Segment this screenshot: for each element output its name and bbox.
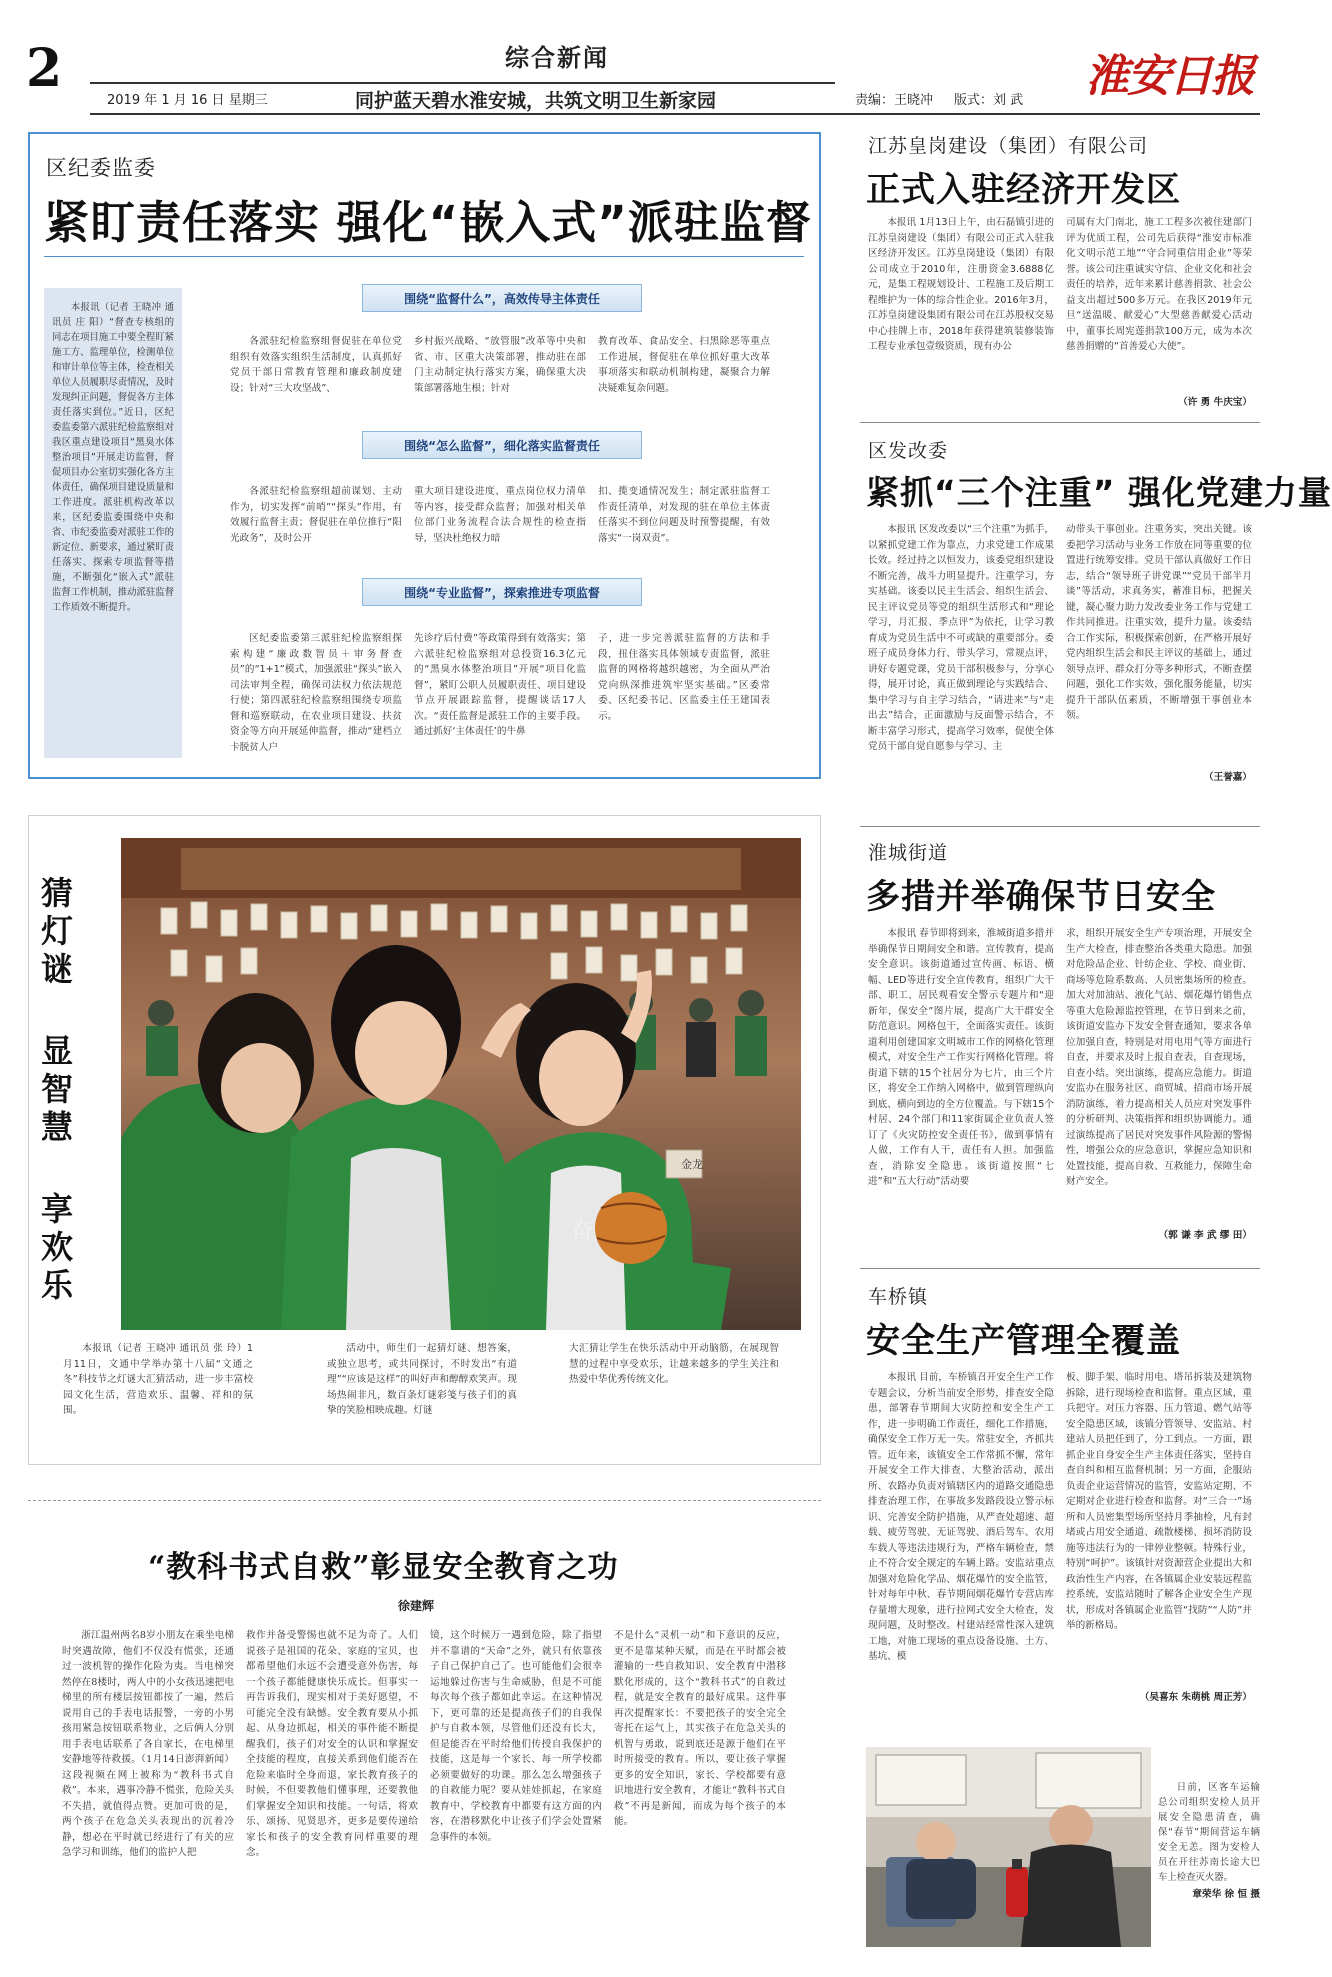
article-col-2	[1066, 926, 1252, 1226]
bus-inspection-photo	[866, 1747, 1151, 1947]
article-huanggang-company	[860, 125, 1260, 420]
article-col-1	[868, 215, 1054, 410]
bus-interior-illustration	[866, 1747, 1151, 1947]
photo-credit: 章荣华 徐 恒 摄	[1192, 1889, 1260, 1900]
masthead-bottom-rule	[90, 113, 1260, 115]
article-kicker: 车桥镇	[868, 1286, 929, 1308]
article-credit: （许 勇 牛庆宝）	[1178, 397, 1252, 408]
article-author: 徐建辉	[398, 1599, 435, 1613]
section3-text: 区纪委监委第三派驻纪检监察组探索构建“廉政数智员＋审务督查员”的“1+1”模式，加强派驻“探头”嵌入司法审判全程，确保司法权力依法规范行使；第四派驻纪检监察组围绕专项监督和巡察联动，在农业项目建设、扶贫资金等方向开展延伸监督，推动“建档立卡脱贫人户	[230, 633, 402, 753]
photo-caption-col-3	[569, 1341, 779, 1451]
page-number: 2	[26, 38, 63, 99]
article-cheqiao-town	[860, 1278, 1260, 1718]
article-kicker: 江苏皇岗建设（集团）有限公司	[868, 135, 1149, 157]
section-divider	[860, 422, 1260, 423]
commentary-col-2	[246, 1628, 418, 1950]
article-col-2	[1066, 215, 1252, 395]
section3-col1	[230, 631, 402, 771]
article-discipline-inspection	[28, 132, 821, 779]
designer-credit: 版式：刘 武	[954, 93, 1024, 108]
commentary-text: 不是什么“灵机一动”和下意识的反应，更不是靠某种天赋，而是在平时都会被灌输的一些自救知识、安全教育中潜移默化形成的，这个“教科书式”的自救过程，就是安全教育的最好成果。这件事再次提醒家长：不要把孩子的安全完全寄托在运气上，其实孩子在危急关头的机智与勇敢，说到底还是源于他们在平时所接受的教育。所以，要让孩子掌握更多的安全知识，家长、学校都要有意识地进行安全教育，才能让“教科书式自救”不再是新闻，而成为每个孩子的本能。	[614, 1630, 786, 1827]
commentary-text: 镜，这个时候万一遇到危险，除了指望并不靠谱的“天命”之外，就只有依靠孩子自己保护自己了。也可能他们会很幸运地躲过伤害与生命威胁，但是不可能每次每个孩子都如此幸运。在这种情况下，更可靠的还是提高孩子们的自我保护与自救本领，尽管他们还没有长大，但是能否在平时给他们传授自我保护的技能，这是每一个家长、每一所学校都必须要做好的功课。那么怎么增强孩子的自救能力呢？要从娃娃抓起，在家庭教育中、学校教育中都要有这方面的内容，在潜移默化中让孩子们学会处置紧急事件的本领。	[430, 1630, 602, 1843]
bus-photo-caption	[1158, 1780, 1260, 1940]
article-text: 本报讯 区发改委以“三个注重”为抓手，以紧抓党建工作为靠点，力求党建工作成果长效。经过持之以恒发力，该委党组织建设不断完善，战斗力明显提升。注重学习，夯实基础。该委以民主生活会、组织生活会、民主评议党员等党的组织生活形式和“理论学习，月汇报、季点评”为依托，让学习教育成为党员生活中不可或缺的重要部分。委班子成员身体力行、带头学习，常规点评，讲好专题党课，党员干部积极参与，分享心得，展开讨论，真正做到理论与实践结合、集中学习与自主学习结合，“请进来”与“走出去”结合，正面激励与反面警示结合，不断丰富学习形式，提高学习效率，促使全体党员干部自觉自愿参与学习、主	[868, 524, 1054, 752]
section2-col1	[230, 484, 402, 579]
section3-text: 子，进一步完善派驻监督的方法和手段，扭住落实具体领域专责监督，派驻监督的网格将越织越密，为全面从严治党向纵深推进筑牢坚实基础。”区委常委、区纪委书记、区监委主任王建国表示。	[598, 633, 770, 722]
section3-col2	[414, 631, 586, 771]
commentary-top-rule	[28, 1500, 821, 1501]
commentary-text: 救作并备受警惕也就不足为奇了。人们说孩子是祖国的花朵、家庭的宝贝，也都希望他们永远不会遭受意外伤害，每一个孩子都能健康快乐成长。但事实一再告诉我们，现实相对于美好愿望，不可能完全没有缺憾。安全教育要从小抓起、从身边抓起，相关的事件能不断提醒我们，孩子们对安全的认识和掌握安全技能的程度，直接关系到他们能否在危险来临时全身而退，家长教育孩子的时候，不但要教他们懂事理，还要教他们掌握安全知识和技能。一句话，将欢乐、颂扬、见贤思齐，更多是要传递给家长和孩子的安全教育同样重要的理念。	[246, 1630, 418, 1858]
article-text: 求，组织开展安全生产专项治理，开展安全生产大检查，排查整治各类重大隐患。加强对危险品企业、针纺企业、学校、商业街、商场等危险系数高、人员密集场所的检查。加大对加油站、液化气站、烟花爆竹销售点等重大危险源监控管理，在节日到来之前，该街道安监办下发安全督查通知，要求各单位加强自查，特别是对用电用气等方面进行自查，并要求及时上报自查表，自查现场，自查小结。突出演练，提高应急能力。街道安监办在服务社区、商贸城、招商市场开展消防演练，着力提高相关人员应对突发事件的分析研判、决策指挥和组织协调能力。通过演练提高了居民对突发事件风险源的警惕性，增强公众的应急意识，掌握应急知识和处置技能，提高自救、互救能力，保障生命财产安全。	[1066, 928, 1252, 1187]
article-text: 本报讯 目前，车桥镇召开安全生产工作专题会议，分析当前安全形势，排查安全隐患，部署春节期间大灾防控和安全生产工作，进一步明确工作责任，细化工作措施，确保安全工作万无一失。常驻安全，齐抓共管。近年来，该镇安全工作常抓不懈，常年开展安全工作大排查、大整治活动，派出所、农路办负责对镇辖区内的道路交通隐患排查治理工作，在事故多发路段设立警示标识、完善安全防护措施，从严查处超速、超载、疲劳驾驶、无证驾驶、酒后驾车、农用车载人等违法违规行为，严格车辆检查，禁止不符合安全规定的车辆上路。安监站重点加强对危险化学品、烟花爆竹的安全监管，针对每年中秋、春节期间烟花爆竹专营店库存量增大现象，进行拉网式安全大检查，发现问题，及时整改。村建站经常性深入建筑工地，对施工现场的重点设备设施、土方、基坑、模	[868, 1372, 1054, 1662]
commentary-text: 浙江温州两名8岁小朋友在乘坐电梯时突遇故障，他们不仅没有慌张，还通过一波机智的操作化险为夷。当电梯突然停在8楼时，两人中的小女孩迅速把电梯里的所有楼层按钮都按了一遍，然后说用自己的手表电话报警，一旁的小男孩用紧急按钮联系物业，之后俩人分别用手表电话联系了各自家长，在电梯里安静地等待救援。（1月14日澎湃新闻）这段视频在网上被称为“教科书式自救”。本来，遇事冷静不慌张，危险关头不失措，就值得点赞。更加可贵的是，两个孩子在危急关头表现出的沉着冷静，想必在平时就已经进行了有关的应急学习和训练，他们的监护人把	[62, 1630, 234, 1858]
commentary-col-3	[430, 1628, 602, 1950]
students-lantern-illustration	[121, 838, 801, 1330]
section1-text: 乡村振兴战略、“放管服”改革等中央和省、市、区重大决策部署，推动驻在部门主动制定执行落实方案，确保重大决策部署落地生根；针对	[414, 336, 586, 394]
article-col-2	[1066, 1370, 1252, 1688]
article-headline: 紧盯责任落实 强化“嵌入式”派驻监督	[44, 196, 812, 249]
article-headline: 多措并举确保节日安全	[866, 877, 1216, 917]
article-headline: 正式入驻经济开发区	[866, 170, 1181, 210]
newspaper-logo: 淮安日报	[1085, 51, 1253, 102]
section2-col3	[598, 484, 770, 579]
subhead-banner-2: 围绕“怎么监督”，细化落实监督责任	[362, 431, 642, 459]
article-huaicheng-street	[860, 834, 1260, 1264]
article-kicker: 淮城街道	[868, 842, 949, 864]
article-col-1	[868, 926, 1054, 1244]
page-slogan: 同护蓝天碧水淮安城，共筑文明卫生新家园	[355, 90, 717, 112]
article-headline: 紧抓“三个注重” 强化党建力量	[866, 473, 1332, 512]
article-development-reform	[860, 432, 1332, 792]
commentary-col-1	[62, 1628, 234, 1950]
article-text: 动带头干事创业。注重务实，突出关键。该委把学习活动与业务工作放在同等重要的位置进行统筹安排。党员干部认真做好工作日志，结合“领导班子讲党课”“党员干部半月谈”等活动，求真务实，蓄准目标，把握关键，凝心聚力助力发改委业务工作与党建工作共同推进。注重实效，提升力量。该委结合工作实际，积极探索创新，在严格开展好党内组织生活会和民主评议的基础上，通过领导点评、群众打分等多种形式，不断查摆问题，强化工作实效，强化服务能量，切实提升干部队伍素质，不断增强干事创业本领。	[1066, 524, 1252, 721]
article-headline: 安全生产管理全覆盖	[866, 1321, 1181, 1361]
section2-text: 扣、揽变通情况发生；制定派驻监督工作责任清单，对发现的驻在单位主体责任落实不到位问题及时预警提醒，有效落实“一岗双责”。	[598, 486, 770, 544]
editor-credit: 责编：王晓冲	[855, 93, 934, 108]
section1-text: 教育改革、食品安全、扫黑除恶等重点工作进展，督促驻在单位抓好重大改革事项落实和联动机制构建，凝聚合力解决疑难复杂问题。	[598, 336, 770, 394]
article-credit: （吴喜东 朱萌桃 周正芳）	[1139, 1692, 1252, 1703]
article-kicker: 区发改委	[868, 440, 949, 462]
article-credit: （郭 谦 李 武 缪 田）	[1158, 1230, 1252, 1241]
photo-caption-col-2	[327, 1341, 517, 1451]
jersey-lettering: 奋	[571, 1219, 594, 1244]
photo-feature-side-title: 猜灯谜 显智慧 享欢乐	[36, 876, 74, 1306]
article-lead-box	[44, 288, 182, 758]
section-divider	[860, 826, 1260, 827]
article-text: 本报讯 1月13日上午，由石磊镇引进的江苏皇岗建设（集团）有限公司正式入驻我区经济开发区。江苏皇岗建设（集团）有限公司成立于2010年，注册资金3.6888亿元，是集工程规划设计、工程施工及后期工程维护为一体的综合性企业。2016年3月，江苏皇岗建设集团有限公司在江苏股权交易中心挂牌上市，2018年获得建筑装修装饰工程专业承包壹级资质，现有办公	[868, 217, 1054, 352]
article-text: 本报讯 春节即将到来，淮城街道多措并举确保节日期间安全和谐。宣传教育，提高安全意识。该街道通过宣传画、标语、横幅、LED等进行安全宣传教育，组织广大干部、职工、居民观看安全警示专题片和“迎新年，保安全”图片展，提高广大干群安全防范意识。网格包干，全面落实责任。该街道利用创建国家文明城市工作的网格化管理模式，对安全生产工作实行网格化管理。将街道下辖的15个社居分为七片，由三个片区，将安全工作纳入网格中，做到管理纵向到底、横向到边的全方位覆盖。与下辖15个村居、24个部门和11家街属企业负责人签订了《火灾防控安全责任书》，做到事情有人做，工作有人干，责任有人担。加强监查，消除安全隐患。该街道按照“七进”和“五大行动”活动要	[868, 928, 1054, 1187]
photo-caption-text: 大汇猜让学生在快乐活动中开动脑筋，在展现智慧的过程中享受欢乐，让越来越多的学生关注和热爱中华优秀传统文化。	[569, 1343, 779, 1385]
students-lantern-photo	[121, 838, 801, 1330]
article-kicker: 区纪委监委	[46, 156, 156, 180]
article-headline: “教科书式自救”彰显安全教育之功	[148, 1550, 619, 1585]
article-col-2	[1066, 522, 1252, 767]
masthead-top-rule	[90, 82, 835, 84]
photo-feature-lantern-riddles	[28, 815, 821, 1465]
article-credit: （王誉嘉）	[1204, 772, 1252, 783]
commentary-col-4	[614, 1628, 786, 1950]
article-col-1	[868, 1370, 1054, 1705]
section1-text: 各派驻纪检监察组督促驻在单位党组织有效落实组织生活制度，认真抓好党员干部日常教育管理和廉政制度建设；针对“三大攻坚战”、	[230, 336, 402, 394]
commentary-self-rescue	[28, 1500, 821, 1960]
photo-caption-text: 日前，区客车运输总公司组织安检人员开展安全隐患清查，确保“春节”期间营运车辆安全无恙。图为安检人员在开往苏南长途大巴车上检查灭火器。	[1158, 1782, 1260, 1883]
section3-text: 先诊疗后付费”等政策得到有效落实；第六派驻纪检监察组对总投资16.3亿元的“黑臭水体整治项目”开展“项目化监督”，紧盯公职人员履职责任、项目建设节点开展跟踪监督，提醒谈话17人次。“责任监督是派驻工作的主要手段。通过抓好‘主体责任’的牛鼻	[414, 633, 586, 737]
photo-caption-col-1	[63, 1341, 253, 1451]
riddle-slip-lettering: 金龙	[681, 1158, 703, 1171]
article-text: 板、脚手架、临时用电、塔吊拆装及建筑物拆除，进行现场检查和监督。重点区域，重兵把守。对压力容器、压力管道、燃气站等安全隐患区域，该镇分管领导、安监站、村建站人员把任到了，分工到点。一方面，跟抓企业自身安全生产主体责任落实，坚持自查自纠和相互监督机制；另一方面，企服站负责企业运营情况的监管，安监站定期、不定期对企业进行检查和监督。对“三合一”场所和人员密集型场所坚持月季抽检，凡有封堵或占用安全通道、疏散楼梯、损坏消防设施等违法行为的一律停业整顿。特殊行业，特别“呵护”。该镇针对资源营企业提出大和政治性生产内容，在各镇属企业安装远程监控系统，安监站随时了解各企业安全生产现状，形成对各镇属企业监管“找防”“人防”并举的新格局。	[1066, 1372, 1252, 1631]
article-col-1	[868, 522, 1054, 784]
section-title: 综合新闻	[505, 44, 609, 72]
section3-col3	[598, 631, 770, 771]
article-text: 司属有大门南北，施工工程多次被住建部门评为优质工程，公司先后获得“淮安市标准化文明示范工地”“守合同重信用企业”等荣誉。该公司注重诚实守信、企业文化和社会责任的培养，近年来累计慈善捐款、社会公益支出超过500多万元。在我区2019年元旦“送温暖、献爱心”大型慈善献爱心活动中，董事长周宪莲捐款100万元，成为本次慈善捐赠的“首善爱心大使”。	[1066, 217, 1252, 352]
section-divider	[860, 1268, 1260, 1269]
section2-text: 重大项目建设进度、重点岗位权力清单等内容，接受群众监督；加强对相关单位部门业务流程合法合规性的检查指导，坚决杜绝权力暗	[414, 486, 586, 544]
headline-rule	[44, 256, 804, 257]
issue-date: 2019 年 1 月 16 日 星期三	[107, 93, 268, 108]
section2-col2	[414, 484, 586, 579]
subhead-banner-1: 围绕“监督什么”，高效传导主体责任	[362, 284, 642, 312]
section2-text: 各派驻纪检监察组超前谋划、主动作为，切实发挥“前哨”“探头”作用，有效履行监督主责；督促驻在单位推行“阳光政务”，及时公开	[230, 486, 402, 544]
photo-caption-text: 活动中，师生们一起猜灯谜、想答案，或独立思考，或共同探讨，不时发出“有道理”“应该是这样”的叫好声和醇醇欢笑声。现场热闹非凡，数百条灯谜彩笺与孩子们的真挚的笑脸相映成趣。灯谜	[327, 1343, 517, 1416]
page-masthead	[0, 0, 1280, 118]
article-lead-text: 本报讯（记者 王晓冲 通讯员 庄 阳）“督查专核组的同志在项目施工中要全程盯紧施工方、监理单位，检测单位和审计单位等主体，检查相关单位人员履职尽责情况，及时发现纠正问题，督促各方主体责任落实到位。”近日，区纪委监委第六派驻纪检监察组对我区重点建设项目“黑臭水体整治项目”开展走访监督，督促项目办公室切实强化各方主体责任，确保项目建设质量和工作进度。派驻机构改革以来，区纪委监委围绕中央和省、市纪委监委对派驻工作的新定位、新要求，通过紧盯责任落实、探索专项监督等措施，不断强化“嵌入式”派驻监督工作机制，推动派驻监督工作质效不断提升。	[52, 302, 174, 613]
photo-caption-text: 本报讯（记者 王晓冲 通讯员 张 玲）1月11日，文通中学举办第十八届“文通之冬”科技节之灯谜大汇猜活动，进一步丰富校园文化生活，营造欢乐、温馨、祥和的氛围。	[63, 1343, 253, 1416]
subhead-banner-3: 围绕“专业监督”，探索推进专项监督	[362, 578, 642, 606]
